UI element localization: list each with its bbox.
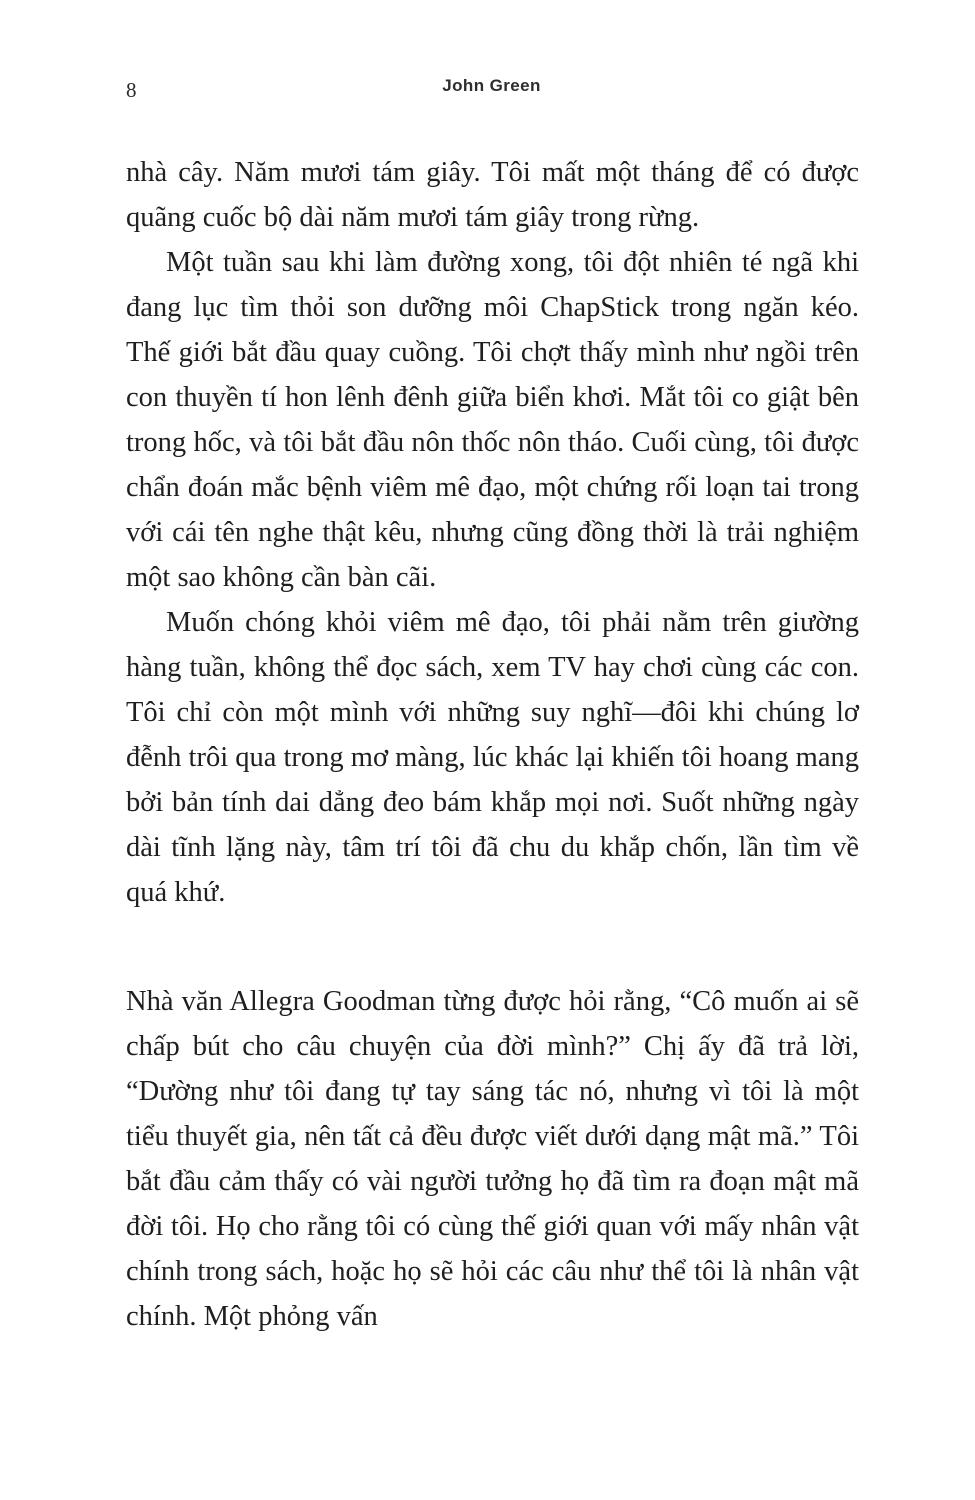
page-header (126, 76, 857, 106)
paragraph-section-start: Nhà văn Allegra Goodman từng được hỏi rằng, “Cô muốn ai sẽ chấp bút cho câu chuyện của đời mình?” Chị ấy đã trả lời, “Dường như tôi đang tự tay sáng tác nó, nhưng vì tôi là một tiểu thuyết gia, nên tất cả đều được viết dưới dạng mật mã.” Tôi bắt đầu cảm thấy có vài người tưởng họ đã tìm ra đoạn mật mã đời tôi. Họ cho rằng tôi có cùng thế giới quan với mấy nhân vật chính trong sách, hoặc họ sẽ hỏi các câu như thể tôi là nhân vật chính. Một phỏng vấn (126, 986, 859, 1332)
running-head-title: John Green (442, 76, 541, 95)
paragraph-continuation: nhà cây. Năm mươi tám giây. Tôi mất một tháng để có được quãng cuốc bộ dài năm mươi tám giây trong rừng. (126, 157, 859, 233)
paragraph: Muốn chóng khỏi viêm mê đạo, tôi phải nằm trên giường hàng tuần, không thể đọc sách, xem TV hay chơi cùng các con. Tôi chỉ còn một mình với những suy nghĩ—đôi khi chúng lơ đễnh trôi qua trong mơ màng, lúc khác lại khiến tôi hoang mang bởi bản tính dai dẳng đeo bám khắp mọi nơi. Suốt những ngày dài tĩnh lặng này, tâm trí tôi đã chu du khắp chốn, lần tìm về quá khứ. (126, 607, 859, 908)
body-text (126, 150, 859, 1339)
page-number: 8 (126, 78, 137, 102)
paragraph: Một tuần sau khi làm đường xong, tôi đột nhiên té ngã khi đang lục tìm thỏi son dưỡng môi ChapStick trong ngăn kéo. Thế giới bắt đầu quay cuồng. Tôi chợt thấy mình như ngồi trên con thuyền tí hon lênh đênh giữa biển khơi. Mắt tôi co giật bên trong hốc, và tôi bắt đầu nôn thốc nôn tháo. Cuối cùng, tôi được chẩn đoán mắc bệnh viêm mê đạo, một chứng rối loạn tai trong với cái tên nghe thật kêu, nhưng cũng đồng thời là trải nghiệm một sao không cần bàn cãi. (126, 247, 859, 593)
